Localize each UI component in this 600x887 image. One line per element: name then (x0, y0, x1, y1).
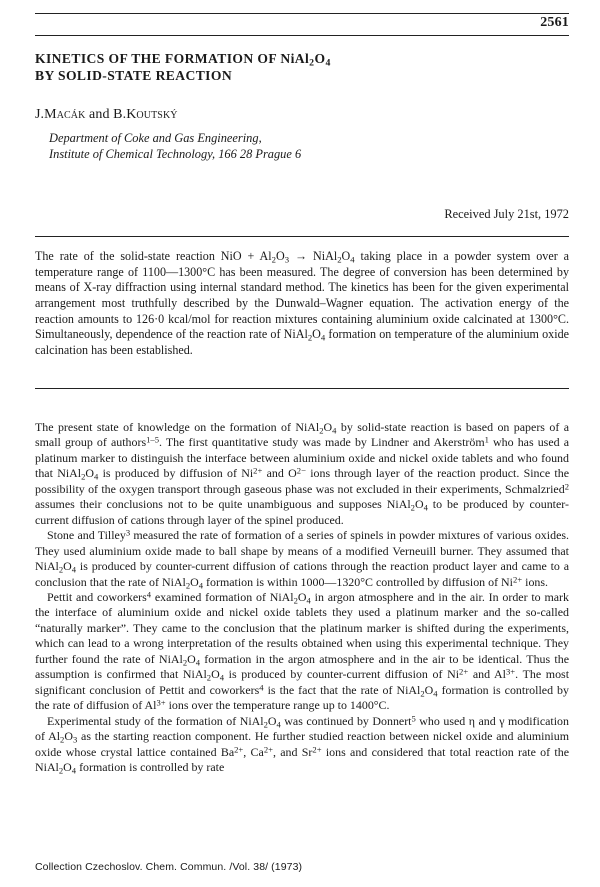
header-rule-bottom (35, 35, 569, 36)
paragraph-4: Experimental study of the formation of $NiAl_2O_4$ was continued by Donnert$^5$ who used η and γ modification of $Al_2O_3$ as the starting reaction component. He further studied reaction between nickel oxide and aluminium oxide whose crystal lattice contained $Ba^{2+}$, $Ca^{2+}$, and $Sr^{2+}$ ions and considered that total reaction rate of the $NiAl_2O_4$ formation is controlled by rate (35, 713, 569, 776)
abstract-rule-top (35, 236, 569, 237)
author-1: J.Macák (35, 107, 86, 122)
body-text (35, 420, 569, 775)
author-2: B.Koutský (113, 107, 178, 122)
paragraph-2: Stone and Tilley$^3$ measured the rate of formation of a series of spinels in powder mixtures of various oxides. They used aluminium oxide made to ball shape by means of a modified Verneuill burner. They assumed that $NiAl_2O_4$ is produced by counter-current diffusion of cations through the reaction product layer and came to a conclusion that the rate of $NiAl_2O_4$ formation is within 1000—1320°C controlled by diffusion of $Ni^{2+}$ ions. (35, 527, 569, 590)
affiliation (49, 130, 301, 162)
paragraph-1: The present state of knowledge on the formation of $NiAl_2O_4$ by solid-state reaction is based on papers of a small group of authors$^{1-5}$. The first quantitative study was made by Lindner and Akerström$^1$ who has used a platinum marker to distinguish the interface between aluminium oxide and nickel oxide tablets and who found that $NiAl_2O_4$ is produced by diffusion of $Ni^{2+}$ and $O^{2-}$ ions through layer of the reaction product. Since the possibility of the oxygen transport through gaseous phase was not excluded in their experiments, Schmalzried$^2$ assumes their conclusions not to be quite unambiguous and supposes $NiAl_2O_4$ to be produced by counter-current diffusion of cations through layer of the spinel produced. (35, 420, 569, 527)
page-number: 2561 (540, 15, 569, 30)
abstract: The rate of the solid-state reaction NiO + $Al_2O_3$ → $NiAl_2O_4$ taking place in a powder system over a temperature range of 1100—1300°C has been measured. The degree of conversion has been determined by means of X-ray diffraction using internal standard method. The kinetics has been for the given experimental arrangement most truthfully described by the Dunwald–Wagner equation. The activation energy of the reaction amounts to 126·0 kcal/mol for reaction mixtures containing aluminium oxide calcinated at 1300°C. Simultaneously, dependence of the reaction rate of $NiAl_2O_4$ formation on temperature of the aluminium oxide calcination has been established. (35, 249, 570, 357)
article-title (35, 50, 555, 84)
authors: J.Macák and B.Koutský (35, 107, 178, 122)
header-rule-top (35, 13, 569, 14)
affiliation-line-2: Institute of Chemical Technology, 166 28 Prague 6 (49, 147, 302, 161)
title-line-2: BY SOLID-STATE REACTION (35, 68, 233, 83)
journal-footer: Collection Czechoslov. Chem. Commun. /Vol. 38/ (1973) (35, 861, 303, 873)
received-date: Received July 21st, 1972 (444, 207, 569, 221)
abstract-rule-bottom (35, 388, 569, 389)
title-line-1: KINETICS OF THE FORMATION OF $NiAl_2O_4$ (35, 51, 331, 69)
paragraph-3: Pettit and coworkers$^4$ examined formation of $NiAl_2O_4$ in argon atmosphere and in the air. In order to mark the interface of aluminium oxide and nickel oxide tablets they used a platinum marker and the so-called “naturally marker”. They came to the conclusion that the platinum marker is shifted during the experiments, which can lead to a wrong interpretation of the results obtained when using this experimental technique. They further found the rate of $NiAl_2O_4$ formation in the argon atmosphere and in the air to be identical. Thus the assumption is confirmed that $NiAl_2O_4$ is produced by counter-current diffusion of $Ni^{2+}$ and $Al^{3+}$. The most significant conclusion of Pettit and coworkers$^4$ is the fact that the rate of $NiAl_2O_4$ formation is controlled by the rate of diffusion of $Al^{3+}$ ions over the temperature range up to 1400°C. (35, 589, 570, 713)
affiliation-line-1: Department of Coke and Gas Engineering, (49, 131, 262, 145)
